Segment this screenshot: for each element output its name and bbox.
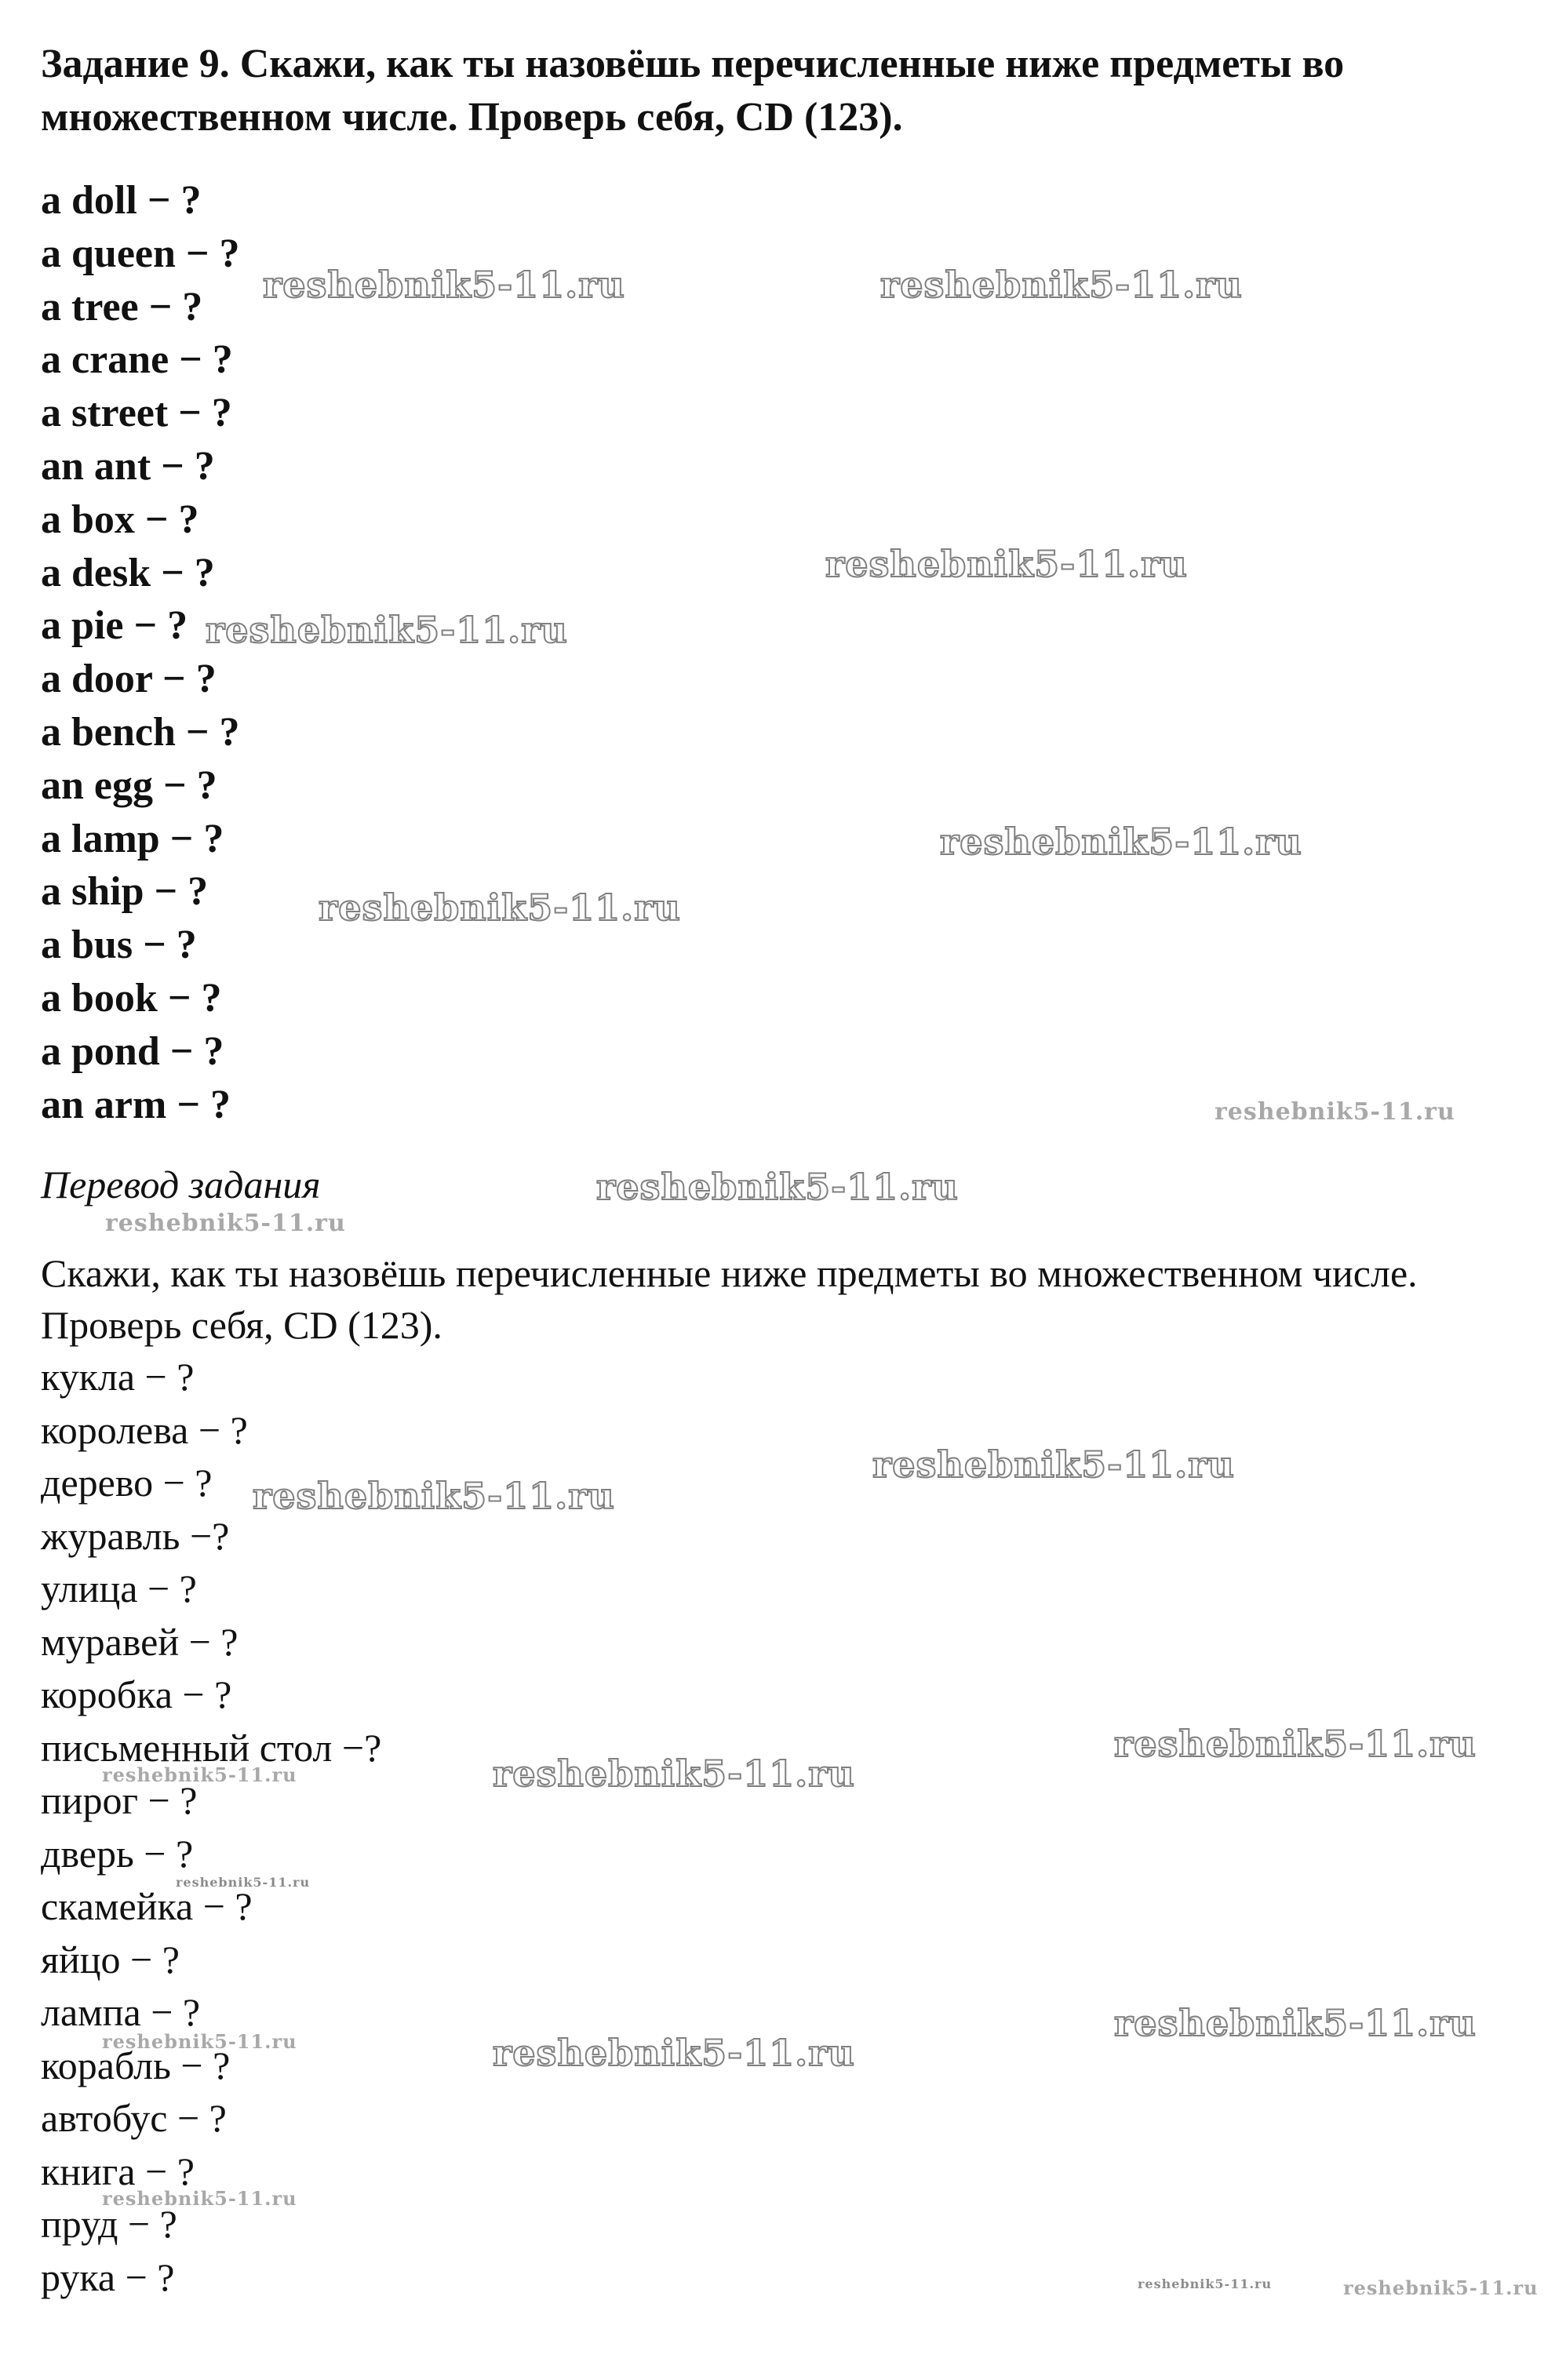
list-item: a pie − ?	[41, 603, 188, 649]
watermark: reshebnik5-11.ru	[206, 609, 568, 651]
watermark: reshebnik5-11.ru	[940, 821, 1302, 863]
watermark: reshebnik5-11.ru	[263, 264, 625, 306]
list-item: корабль − ?	[41, 2043, 231, 2087]
watermark: reshebnik5-11.ru	[102, 2187, 297, 2210]
task-title-ru: Скажи, как ты назовёшь перечисленные ниже предметы во множественном числе. Проверь себя, CD (123).	[41, 1251, 1418, 1347]
list-item: журавль −?	[41, 1513, 230, 1558]
list-item: a tree − ?	[41, 284, 203, 329]
list-item: a ship − ?	[41, 869, 209, 915]
list-item: a door − ?	[41, 657, 217, 702]
watermark: reshebnik5-11.ru	[872, 1443, 1235, 1486]
list-item: автобус − ?	[41, 2096, 227, 2140]
list-item: королева − ?	[41, 1407, 248, 1452]
list-item: коробка − ?	[41, 1672, 232, 1716]
watermark: reshebnik5-11.ru	[102, 1763, 297, 1786]
watermark: reshebnik5-11.ru	[1114, 2002, 1477, 2044]
list-item: муравей − ?	[41, 1619, 239, 1664]
watermark: reshebnik5-11.ru	[319, 886, 681, 929]
list-item: яйцо − ?	[41, 1937, 180, 1982]
list-item: кукла − ?	[41, 1355, 195, 1399]
watermark: reshebnik5-11.ru	[493, 2032, 855, 2074]
list-item: дерево − ?	[41, 1461, 213, 1505]
list-item: an arm − ?	[41, 1082, 231, 1127]
watermark: reshebnik5-11.ru	[493, 1752, 855, 1795]
english-word-list	[41, 174, 240, 1131]
watermark: reshebnik5-11.ru	[880, 264, 1243, 306]
list-item: a bus − ?	[41, 923, 197, 968]
list-item: a bench − ?	[41, 709, 240, 755]
list-item: a box − ?	[41, 497, 199, 542]
list-item: a desk − ?	[41, 550, 215, 595]
watermark: reshebnik5-11.ru	[596, 1166, 959, 1208]
watermark: reshebnik5-11.ru	[1215, 1098, 1455, 1126]
list-item: a doll − ?	[41, 178, 202, 223]
list-item: письменный стол −?	[41, 1725, 382, 1770]
watermark: reshebnik5-11.ru	[253, 1475, 615, 1517]
list-item: улица − ?	[41, 1567, 197, 1610]
list-item: a lamp − ?	[41, 816, 224, 861]
list-item: пруд − ?	[41, 2202, 177, 2246]
watermark: reshebnik5-11.ru	[105, 1210, 346, 1237]
list-item: лампа − ?	[41, 1990, 201, 2034]
list-item: a street − ?	[41, 391, 232, 436]
list-item: дверь − ?	[41, 1831, 194, 1876]
watermark: reshebnik5-11.ru	[1114, 1723, 1477, 1765]
list-item: рука − ?	[41, 2254, 175, 2299]
list-item: скамейка − ?	[41, 1884, 253, 1928]
task-title-en: Задание 9. Скажи, как ты назовёшь перечисленные ниже предметы во множественном числе. Проверь себя, CD (123).	[41, 42, 1345, 140]
list-item: a crane − ?	[41, 337, 233, 383]
list-item: a book − ?	[41, 975, 222, 1021]
list-item: a pond − ?	[41, 1028, 224, 1074]
watermark: reshebnik5-11.ru	[1343, 2276, 1539, 2299]
list-item: книга − ?	[41, 2149, 195, 2193]
list-item: пирог − ?	[41, 1778, 198, 1822]
watermark: reshebnik5-11.ru	[176, 1875, 311, 1890]
list-item: an ant − ?	[41, 443, 215, 489]
list-item: a queen − ?	[41, 231, 240, 276]
watermark: reshebnik5-11.ru	[825, 543, 1188, 585]
list-item: an egg − ?	[41, 762, 217, 808]
watermark: reshebnik5-11.ru	[1138, 2276, 1273, 2291]
watermark: reshebnik5-11.ru	[102, 2030, 297, 2053]
translation-subtitle: Перевод задания	[41, 1163, 321, 1206]
